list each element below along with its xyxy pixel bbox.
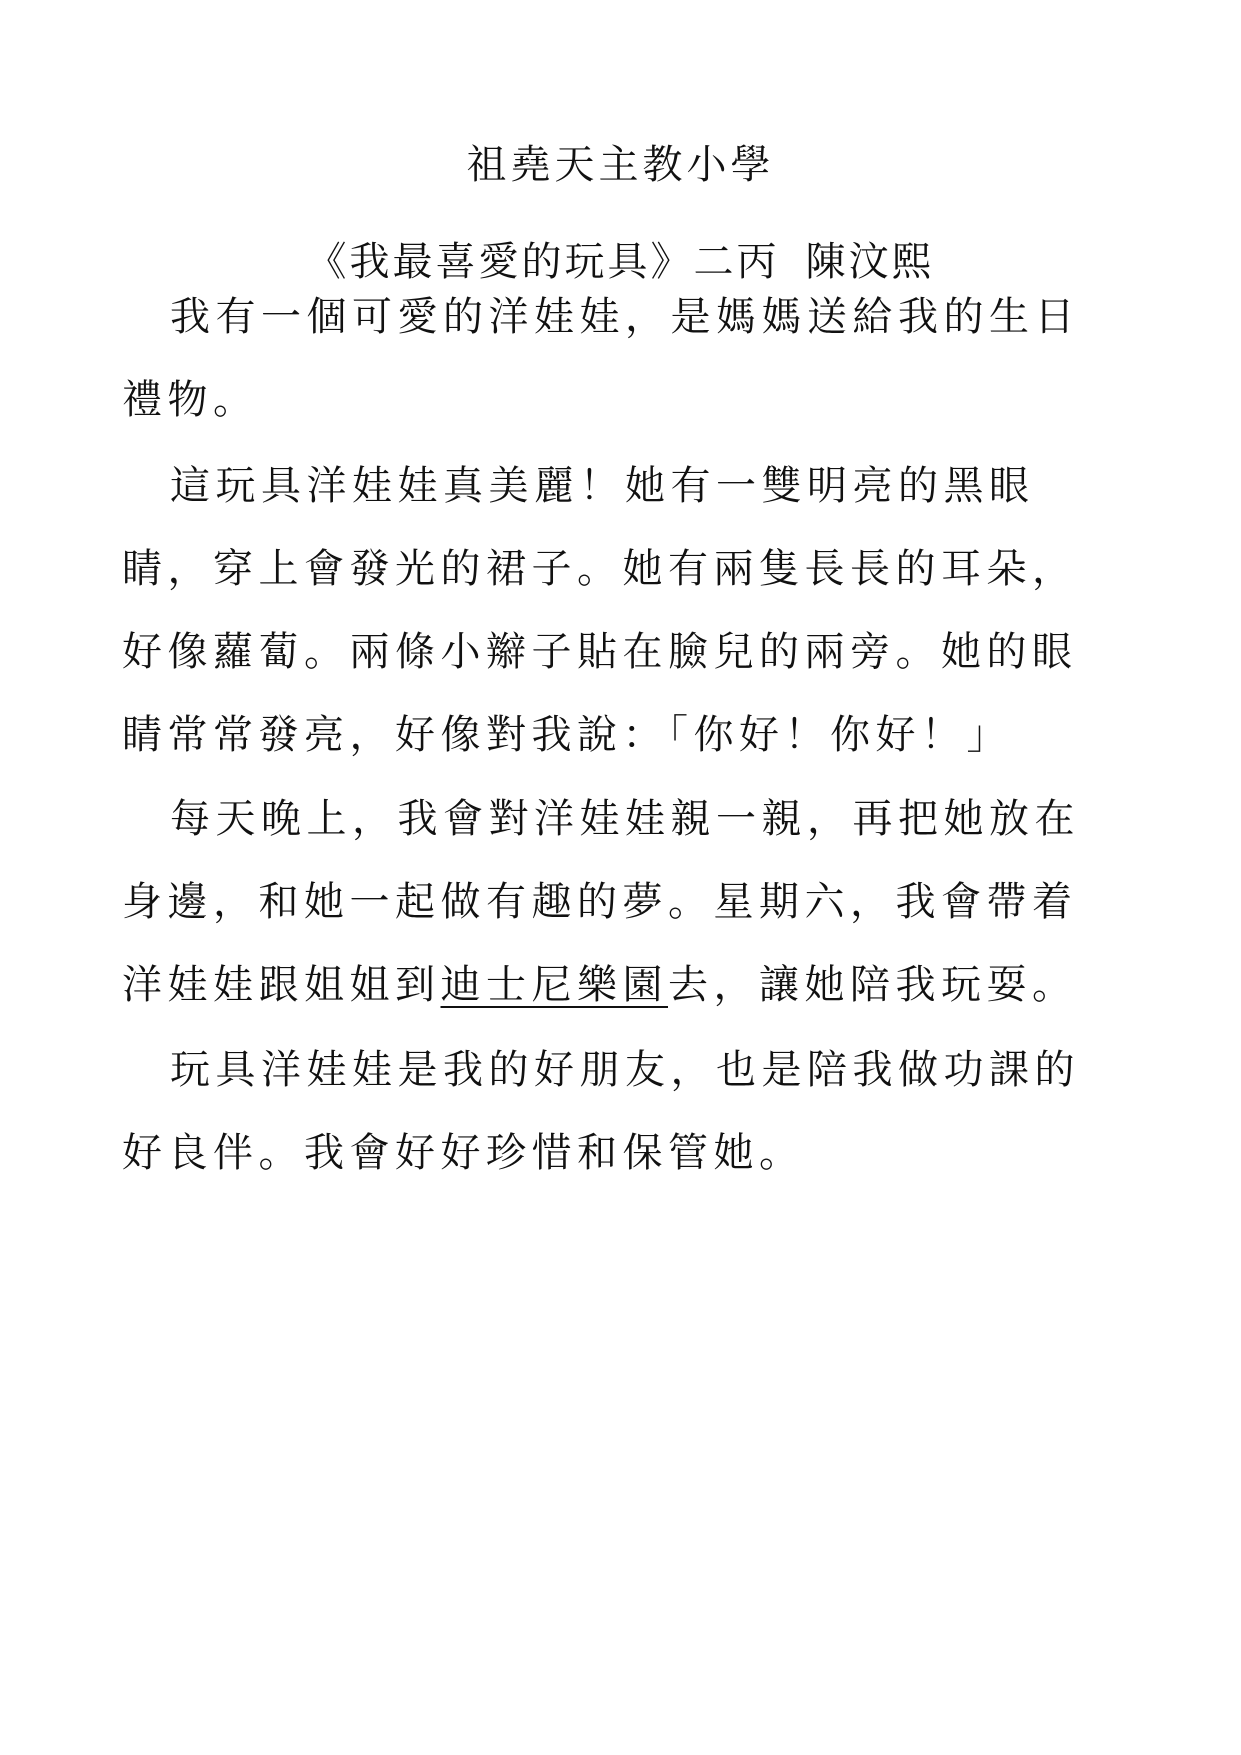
paragraph-2-line-2: 睛，穿上會發光的裙子。她有兩隻長長的耳朵， bbox=[122, 546, 1078, 592]
author-name: 陳汶熙 bbox=[805, 239, 935, 285]
paragraph-4-line-2: 好良伴。我會好好珍惜和保管她。 bbox=[122, 1130, 805, 1176]
paragraph-3-line-2: 身邊，和她一起做有趣的夢。星期六，我會帶着 bbox=[122, 879, 1078, 925]
paragraph-2-line-3: 好像蘿蔔。兩條小辮子貼在臉兒的兩旁。她的眼 bbox=[122, 629, 1078, 675]
essay-heading bbox=[0, 232, 1241, 292]
paragraph-2-line-4: 睛常常發亮，好像對我說：「你好！你好！」 bbox=[122, 712, 1012, 758]
paragraph-2-line-1: 這玩具洋娃娃真美麗！她有一雙明亮的黑眼 bbox=[170, 463, 1035, 509]
underlined-place-name: 迪士尼樂園 bbox=[440, 962, 668, 1008]
line-text-after: 去，讓她陪我玩耍。 bbox=[668, 962, 1078, 1008]
paragraph-3-line-3 bbox=[122, 955, 1132, 1015]
school-name: 祖堯天主教小學 bbox=[466, 142, 775, 188]
paragraph-3-line-1: 每天晚上，我會對洋娃娃親一親，再把她放在 bbox=[170, 796, 1080, 842]
paragraph-1-line-1: 我有一個可愛的洋娃娃，是媽媽送給我的生日 bbox=[170, 294, 1080, 340]
essay-title: 《我最喜愛的玩具》二丙 bbox=[306, 239, 780, 285]
line-text-before: 洋娃娃跟姐姐到 bbox=[122, 962, 441, 1008]
paragraph-4-line-1: 玩具洋娃娃是我的好朋友，也是陪我做功課的 bbox=[170, 1047, 1080, 1093]
paragraph-1-line-2: 禮物。 bbox=[122, 377, 259, 423]
